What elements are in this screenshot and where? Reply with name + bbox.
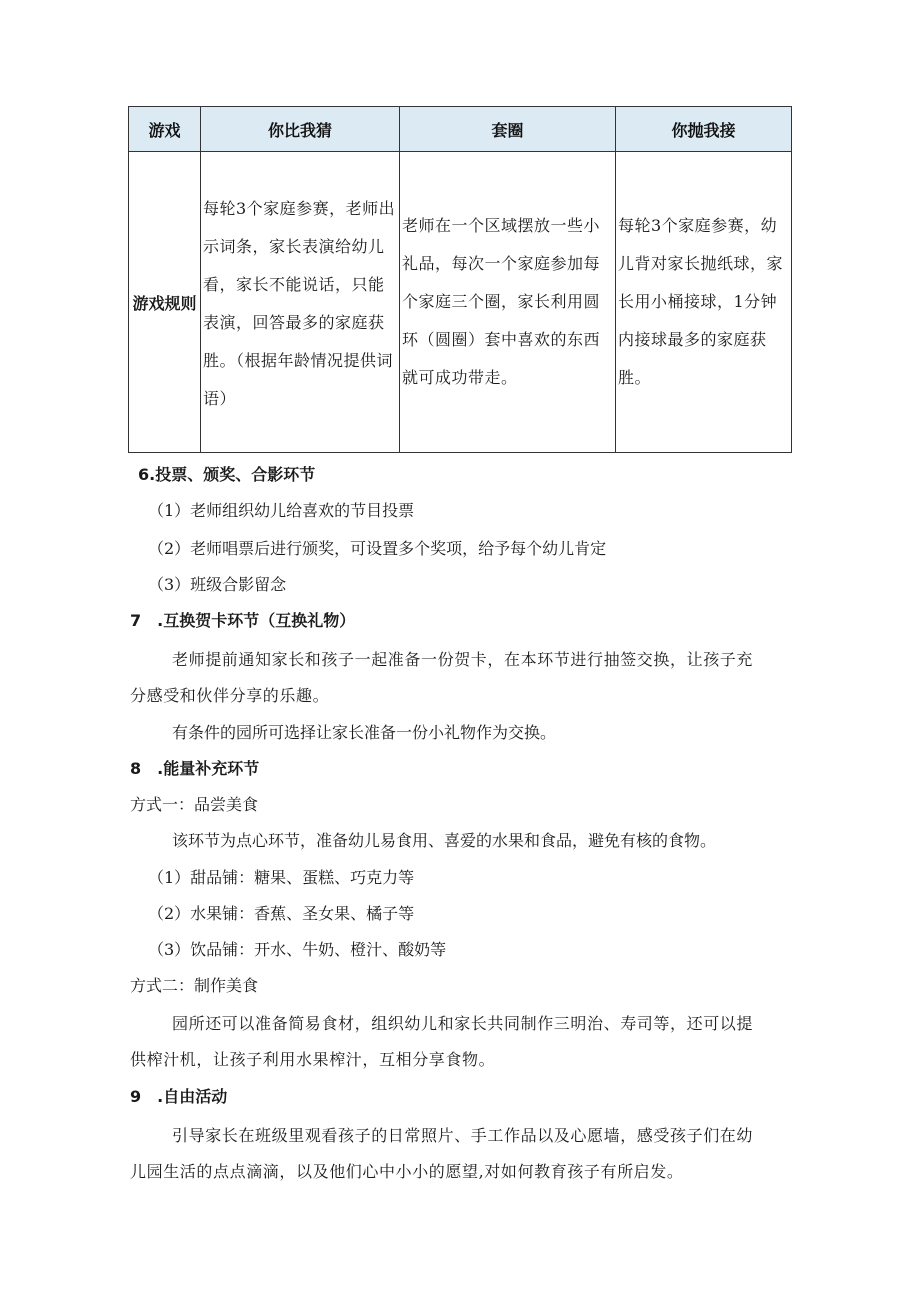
section6-item-2: （2）老师唱票后进行颁奖，可设置多个奖项，给予每个幼儿肯定 [148, 539, 607, 558]
section9-title: 9 .自由活动 [130, 1087, 228, 1106]
game-rules-table [128, 106, 792, 453]
header-throw-catch: 你抛我接 [616, 107, 792, 152]
section9-paragraph: 引导家长在班级里观看孩子的日常照片、手工作品以及心愿墙，感受孩子们在幼儿园生活的点点滴滴，以及他们心中小小的愿望,对如何教育孩子有所启发。 [130, 1126, 754, 1181]
table-header-row [129, 107, 792, 152]
section7-paragraph-1: 老师提前通知家长和孩子一起准备一份贺卡，在本环节进行抽签交换，让孩子充分感受和伙伴分享的乐趣。 [130, 650, 754, 705]
section8-way2-desc: 园所还可以准备简易食材，组织幼儿和家长共同制作三明治、寿司等，还可以提供榨汁机，让孩子利用水果榨汁，互相分享食物。 [130, 1014, 754, 1069]
rules-text-charades: 每轮3个家庭参赛，老师出示词条，家长表演给幼儿看，家长不能说话，只能表演，回答最多的家庭获胜。（根据年龄情况提供词语） [203, 199, 396, 408]
section8-way1-desc: 该环节为点心环节，准备幼儿易食用、喜爱的水果和食品，避免有核的食物。 [172, 831, 717, 850]
section6-item-1: （1）老师组织幼儿给喜欢的节目投票 [148, 501, 415, 520]
section7-title: 7 .互换贺卡环节（互换礼物） [130, 611, 356, 630]
rules-text-ring-toss: 老师在一个区域摆放一些小礼品，每次一个家庭参加每个家庭三个圈，家长利用圆环（圆圈）套中喜欢的东西就可成功带走。 [402, 216, 601, 387]
section7-paragraph-2: 有条件的园所可选择让家长准备一份小礼物作为交换。 [172, 723, 557, 742]
section8-title: 8 .能量补充环节 [130, 759, 260, 778]
rules-cell-charades [201, 152, 400, 453]
header-charades: 你比我猜 [201, 107, 400, 152]
rules-text-throw-catch: 每轮3个家庭参赛，幼儿背对家长抛纸球，家长用小桶接球，1分钟内接球最多的家庭获胜。 [618, 216, 784, 387]
rules-cell-throw-catch [616, 152, 792, 453]
header-game: 游戏 [129, 107, 201, 152]
section8-way1: 方式一：品尝美食 [130, 795, 259, 814]
section6-title: 6.投票、颁奖、合影环节 [138, 465, 316, 484]
section8-item-3: （3）饮品铺：开水、牛奶、橙汁、酸奶等 [148, 940, 447, 959]
rules-cell-ring-toss [400, 152, 616, 453]
header-ring-toss: 套圈 [400, 107, 616, 152]
table-row [129, 152, 792, 453]
row-label-rules: 游戏规则 [129, 152, 201, 453]
section8-item-2: （2）水果铺：香蕉、圣女果、橘子等 [148, 904, 415, 923]
section8-item-1: （1）甜品铺：糖果、蛋糕、巧克力等 [148, 868, 415, 887]
section6-item-3: （3）班级合影留念 [148, 575, 287, 594]
section8-way2: 方式二：制作美食 [130, 976, 259, 995]
